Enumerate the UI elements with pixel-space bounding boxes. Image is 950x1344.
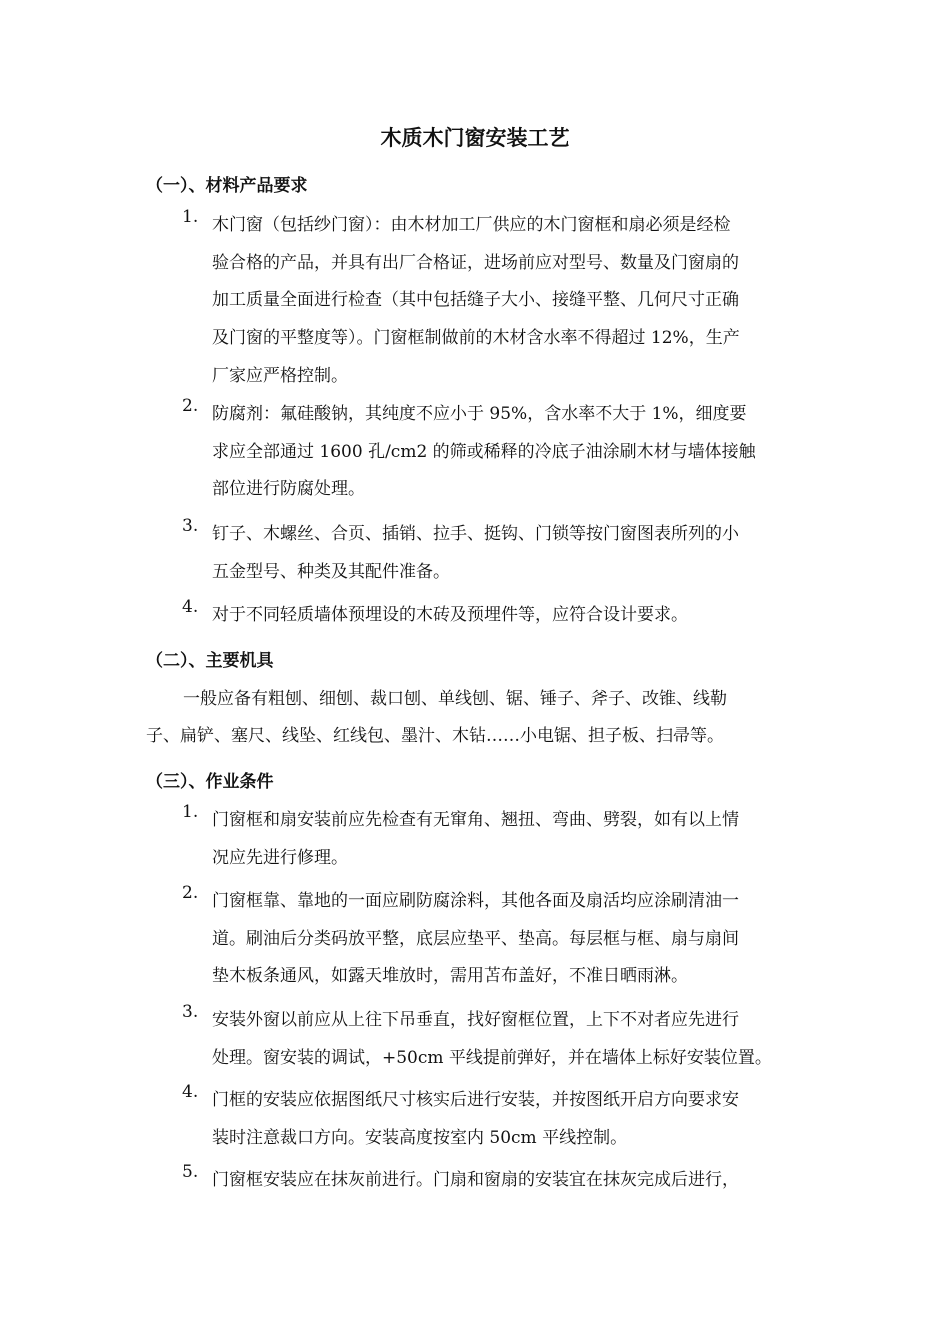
list-number: 1. <box>182 207 199 227</box>
text-line: 厂家应严格控制。 <box>212 365 348 386</box>
text-line: 钉子、木螺丝、合页、插销、拉手、挺钩、门锁等按门窗图表所列的小 <box>212 524 739 544</box>
list-item <box>182 1162 822 1200</box>
text-line: 求应全部通过 1600 孔/cm2 的筛或稀释的冷底子油涂刷木材与墙体接触 <box>212 441 756 462</box>
list-item <box>182 516 822 591</box>
list-number: 2. <box>182 883 199 903</box>
list-item <box>182 883 822 996</box>
list-number: 1. <box>182 802 199 822</box>
text-line: 道。刷油后分类码放平整，底层应垫平、垫高。每层框与框、扇与扇间 <box>212 928 739 949</box>
text-line: 木门窗（包括纱门窗）：由木材加工厂供应的木门窗框和扇必须是经检 <box>212 215 731 235</box>
list-number: 4. <box>182 597 199 617</box>
text-line: 对于不同轻质墙体预埋设的木砖及预埋件等，应符合设计要求。 <box>212 605 688 625</box>
list-number: 3. <box>182 516 199 536</box>
text-line: 况应先进行修理。 <box>212 847 348 868</box>
list-number: 3. <box>182 1002 199 1022</box>
text-line: 五金型号、种类及其配件准备。 <box>212 561 450 582</box>
section-heading-tools: （二）、主要机具 <box>146 651 274 671</box>
text-line: 验合格的产品，并具有出厂合格证，进场前应对型号、数量及门窗扇的 <box>212 252 739 273</box>
text-line: 子、扁铲、塞尺、线坠、红线包、墨汁、木钻……小电锯、担子板、扫帚等。 <box>146 726 724 746</box>
text-line: 防腐剂：氟硅酸钠，其纯度不应小于 95%，含水率不大于 1%，细度要 <box>212 404 747 424</box>
list-item <box>182 207 822 396</box>
list-item <box>182 1002 822 1077</box>
text-line: 装时注意裁口方向。安装高度按室内 50cm 平线控制。 <box>212 1127 628 1148</box>
section-heading-materials: （一）、材料产品要求 <box>146 176 308 196</box>
document-title: 木质木门窗安装工艺 <box>380 126 570 150</box>
text-line: 门窗框安装应在抹灰前进行。门扇和窗扇的安装宜在抹灰完成后进行， <box>212 1170 739 1190</box>
text-line: 及门窗的平整度等）。门窗框制做前的木材含水率不得超过 12%，生产 <box>212 328 740 349</box>
text-line: 加工质量全面进行检查（其中包括缝子大小、接缝平整、几何尺寸正确 <box>212 290 739 311</box>
text-line: 门框的安装应依据图纸尺寸核实后进行安装，并按图纸开启方向要求安 <box>212 1090 739 1110</box>
text-line: 门窗框靠、靠地的一面应刷防腐涂料，其他各面及扇活均应涂刷清油一 <box>212 891 739 911</box>
text-line: 门窗框和扇安装前应先检查有无窜角、翘扭、弯曲、劈裂，如有以上情 <box>212 810 739 830</box>
list-item <box>182 1082 822 1157</box>
text-line: 垫木板条通风，如露天堆放时，需用苫布盖好，不准日晒雨淋。 <box>212 966 688 987</box>
list-item <box>182 802 822 877</box>
list-item <box>182 597 822 635</box>
text-line: 一般应备有粗刨、细刨、裁口刨、单线刨、锯、锤子、斧子、改锥、线勒 <box>183 689 727 709</box>
list-number: 2. <box>182 396 199 416</box>
text-line: 部位进行防腐处理。 <box>212 479 365 500</box>
section-heading-conditions: （三）、作业条件 <box>146 772 274 792</box>
section-paragraph <box>146 681 826 755</box>
list-number: 5. <box>182 1162 199 1182</box>
text-line: 安装外窗以前应从上往下吊垂直，找好窗框位置，上下不对者应先进行 <box>212 1010 739 1030</box>
list-item <box>182 396 822 509</box>
list-number: 4. <box>182 1082 199 1102</box>
text-line: 处理。窗安装的调试，+50cm 平线提前弹好，并在墙体上标好安装位置。 <box>212 1047 772 1068</box>
